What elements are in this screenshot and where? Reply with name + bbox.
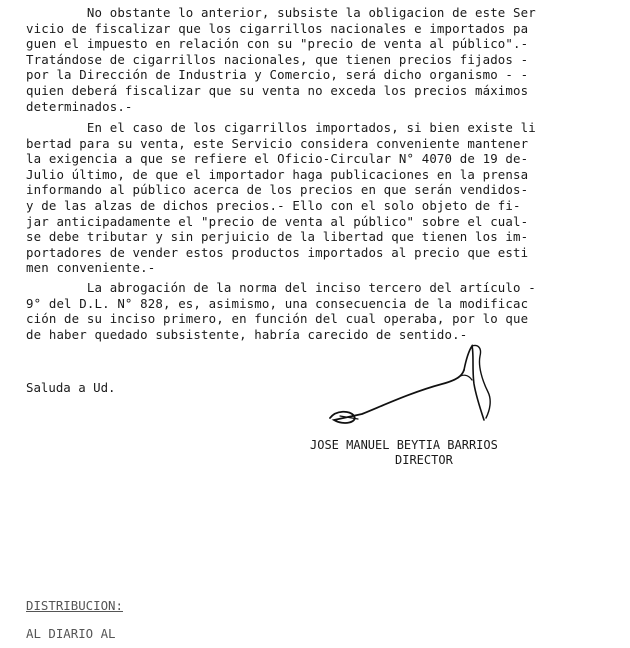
distribution-recipient: AL DIARIO AL	[26, 626, 116, 641]
closing-greeting: Saluda a Ud.	[26, 380, 116, 395]
body-paragraph-3: La abrogación de la norma del inciso tercero del artículo - 9° del D.L. N° 828, es, asimismo, una consecuencia de la modificac ción de su inciso primero, en función del cual operaba, por lo que de haber quedado subsistente, habría carecido de sentido.-	[26, 280, 536, 342]
distribution-label: DISTRIBUCION:	[26, 598, 123, 613]
body-paragraph-1: No obstante lo anterior, subsiste la obligacion de este Ser vicio de fiscalizar que los cigarrillos nacionales e importados pa guen el impuesto en relación con su "precio de venta al público".- Tratándose de cigarrillos nacionales, que tienen precios fijados - por la Dirección de Industria y Comercio, será dicho organismo - - quien deberá fiscalizar que su venta no exceda los precios máximos determinados.-	[26, 5, 536, 114]
signer-name: JOSE MANUEL BEYTIA BARRIOS	[310, 438, 498, 452]
signer-title: DIRECTOR	[395, 453, 453, 467]
handwritten-signature	[322, 340, 507, 435]
body-paragraph-2: En el caso de los cigarrillos importados, si bien existe li bertad para su venta, este Servicio considera conveniente mantener la exigencia a que se refiere el Oficio-Circular N° 4070 de 19 de- Julio último, de que el importador haga publicaciones en la prensa informando al público acerca de los precios en que serán vendidos- y de las alzas de dichos precios.- Ello con el solo objeto de fi- jar anticipadamente el "precio de venta al público" sobre el cual- se debe tributar y sin perjuicio de la libertad que tienen los im- portadores de vender estos productos importados al precio que esti men conveniente.-	[26, 120, 536, 276]
